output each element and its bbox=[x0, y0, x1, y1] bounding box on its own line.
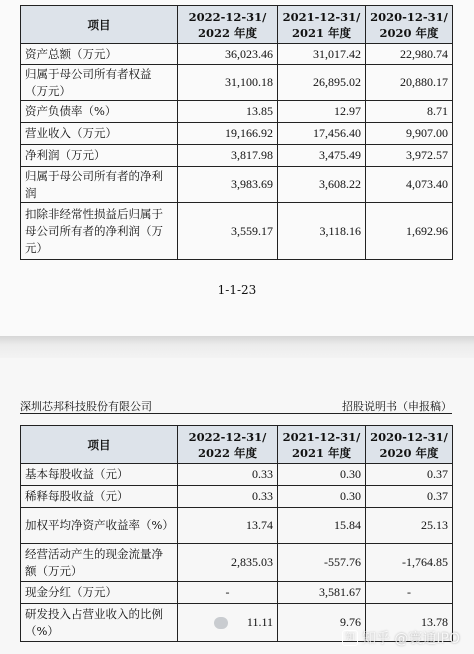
table-row: 现金分红（万元） - 3,581.67 - bbox=[21, 582, 453, 604]
header-2022: 2022-12-31/ 2022 年度 bbox=[178, 6, 278, 44]
header-2021: 2021-12-31/ 2021 年度 bbox=[278, 6, 366, 44]
header-2020: 2020-12-31/ 2020 年度 bbox=[366, 6, 453, 44]
table-row: 归属于母公司所有者权益（万元） 31,100.18 26,895.02 20,880.17 bbox=[21, 65, 453, 101]
table-row: 扣除非经常性损益后归属于母公司所有者的净利润（万元） 3,559.17 3,118.16 1,692.96 bbox=[21, 203, 453, 260]
header-2021: 2021-12-31/ 2021 年度 bbox=[278, 426, 366, 464]
table-row: 归属于母公司所有者的净利润 3,983.69 3,608.22 4,073.40 bbox=[21, 167, 453, 203]
table-row: 资产总额（万元） 36,023.46 31,017.42 22,980.74 bbox=[21, 44, 453, 65]
watermark-text: 知乎 @寰通IPO bbox=[361, 631, 460, 647]
table-row: 营业收入（万元） 19,166.92 17,456.40 9,907.00 bbox=[21, 123, 453, 145]
zhihu-logo-icon: 知 bbox=[342, 630, 358, 646]
table-row: 基本每股收益（元） 0.33 0.30 0.37 bbox=[21, 464, 453, 486]
page-number: 1-1-23 bbox=[217, 283, 257, 297]
header-2020: 2020-12-31/ 2020 年度 bbox=[366, 426, 453, 464]
header-item: 项目 bbox=[21, 426, 178, 464]
watermark bbox=[342, 628, 460, 648]
table-row: 稀释每股收益（元） 0.33 0.30 0.37 bbox=[21, 486, 453, 508]
table-row: 经营活动产生的现金流量净额（万元） 2,835.03 -557.76 -1,764.85 bbox=[21, 544, 453, 582]
table-row: 加权平均净资产收益率（%） 13.74 15.84 25.13 bbox=[21, 508, 453, 544]
table-header-row bbox=[21, 426, 453, 464]
page-separator bbox=[0, 336, 474, 358]
financial-table-1 bbox=[20, 5, 453, 260]
company-name: 深圳芯邦科技股份有限公司 bbox=[20, 400, 152, 413]
document-title: 招股说明书（申报稿） bbox=[342, 400, 452, 413]
header-item: 项目 bbox=[21, 6, 178, 44]
table-row: 净利润（万元） 3,817.98 3,475.49 3,972.57 bbox=[21, 145, 453, 167]
table-row: 资产负债率（%） 13.85 12.97 8.71 bbox=[21, 101, 453, 123]
image-blemish bbox=[214, 617, 228, 629]
table-row: 研发投入占营业收入的比例（%） 11.11 9.76 13.78 bbox=[21, 604, 453, 642]
table-header-row bbox=[21, 6, 453, 44]
header-2022: 2022-12-31/ 2022 年度 bbox=[178, 426, 278, 464]
financial-table-2 bbox=[20, 425, 453, 642]
header-rule bbox=[20, 413, 452, 414]
